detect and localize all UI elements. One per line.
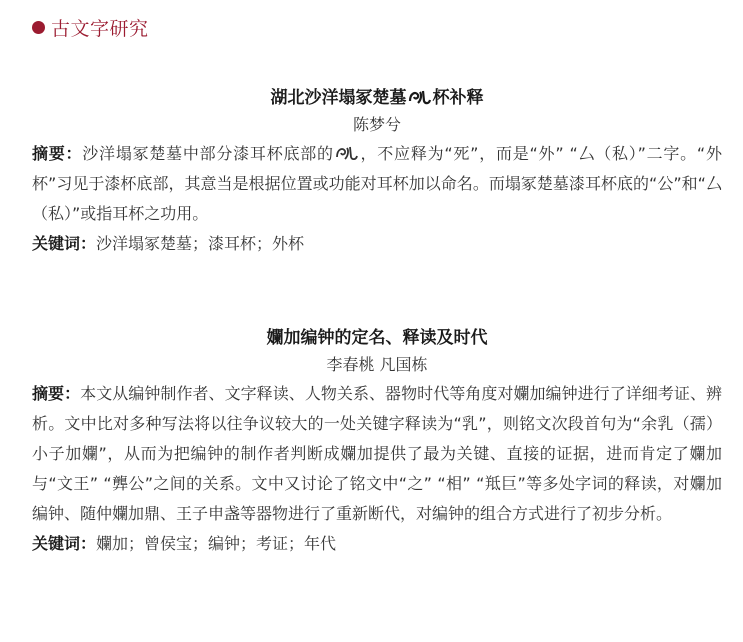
seal-script-character-icon [407, 87, 433, 107]
article-keywords [32, 229, 722, 259]
section-title: 古文字研究 [51, 18, 149, 40]
keywords-text: 沙洋塌冢楚墓；漆耳杯；外杯 [96, 234, 305, 253]
article-title-text: 杯补释 [432, 88, 484, 108]
article-author: 李春桃 凡国栋 [326, 355, 428, 374]
bullet-dot-icon [32, 21, 45, 34]
article-title[interactable] [32, 85, 722, 111]
article-2 [32, 325, 722, 559]
abstract-text: ，不应释为“死”，而是“外” “厶（私）”二字。“外杯”习见于漆杯底部，其意当是根据位置或功能对耳杯加以命名。而塌冢楚墓漆耳杯底的“公”和“厶（私）”或指耳杯之功用。 [32, 144, 722, 223]
keywords-text: 孄加；曾侯宝；编钟；考证；年代 [96, 534, 337, 553]
article-1 [32, 85, 722, 259]
keywords-label: 关键词： [32, 534, 97, 553]
abstract-text: 本文从编钟制作者、文字释读、人物关系、器物时代等角度对孄加编钟进行了详细考证、辨析。文中比对多种写法将以往争议较大的一处关键字释读为“乳”，则铭文次段首句为“余乳（孺）小子加孄”，从而为把编钟的制作者判断成孄加提供了最为关键、直接的证据，进而肯定了孄加与“文王” “龏公”之间的关系。文中又讨论了铭文中“之” “相” “羝巨”等多处字词的释读，对孄加编钟、随仲孄加鼎、王子申盏等器物进行了重新断代，对编钟的组合方式进行了初步分析。 [32, 384, 722, 523]
article-keywords [32, 529, 722, 559]
article-title-text: 湖北沙洋塌冢楚墓 [270, 88, 407, 108]
article-author: 陈梦兮 [352, 115, 401, 134]
article-title[interactable]: 孄加编钟的定名、释读及时代 [266, 328, 488, 348]
abstract-label: 摘要： [32, 384, 81, 403]
abstract-label: 摘要： [32, 144, 83, 163]
seal-script-character-icon [334, 143, 360, 163]
keywords-label: 关键词： [32, 234, 97, 253]
article-abstract [32, 139, 722, 229]
article-abstract [32, 379, 722, 529]
section-header [32, 14, 149, 41]
abstract-text: 沙洋塌冢楚墓中部分漆耳杯底部的 [82, 144, 334, 163]
